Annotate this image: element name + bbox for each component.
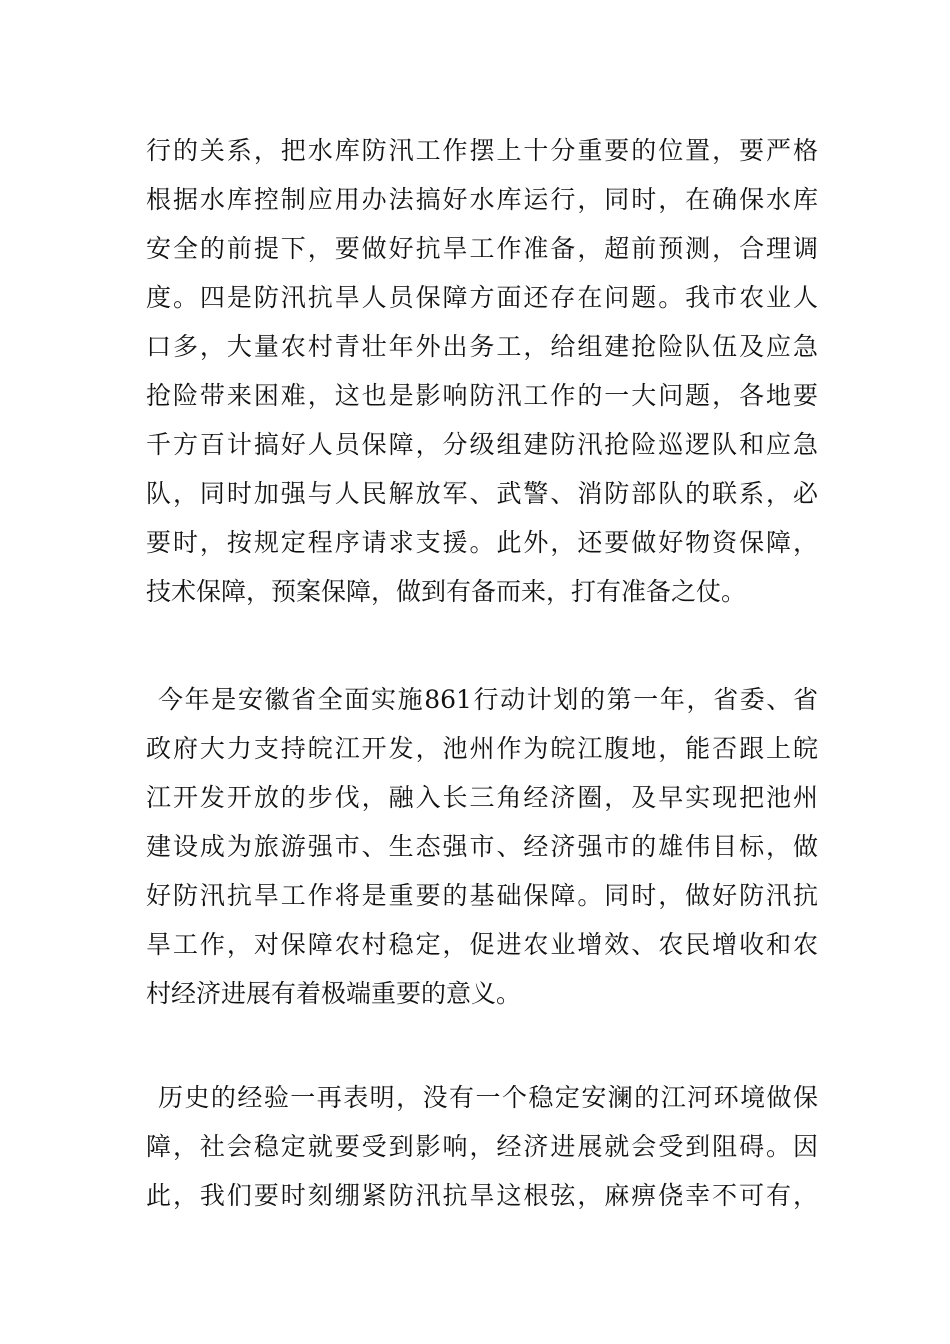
text-line: 口多，大量农村青壮年外出务工，给组建抢险队伍及应急 — [146, 332, 818, 361]
text-line: 行的关系，把水库防汛工作摆上十分重要的位置，要严格 — [146, 136, 818, 165]
text-line: 要时，按规定程序请求支援。此外，还要做好物资保障， — [146, 528, 818, 557]
text-line: 技术保障，预案保障，做到有备而来，打有准备之仗。 — [146, 577, 747, 606]
text-line: 旱工作，对保障农村稳定，促进农业增效、农民增收和农 — [146, 930, 818, 959]
text-line: 此，我们要时刻绷紧防汛抗旱这根弦，麻痹侥幸不可有， — [146, 1181, 818, 1210]
text-line: 队，同时加强与人民解放军、武警、消防部队的联系，必 — [146, 479, 818, 508]
paragraph-historical-experience — [146, 1073, 818, 1220]
text-line: 千方百计搞好人员保障，分级组建防汛抢险巡逻队和应急 — [146, 430, 818, 459]
text-line: 今年是安徽省全面实施861行动计划的第一年，省委、省 — [158, 685, 818, 714]
paragraph-flood-control-personnel — [146, 126, 818, 616]
text-line: 好防汛抗旱工作将是重要的基础保障。同时，做好防汛抗 — [146, 881, 818, 910]
text-line: 建设成为旅游强市、生态强市、经济强市的雄伟目标，做 — [146, 832, 818, 861]
text-line: 根据水库控制应用办法搞好水库运行，同时，在确保水库 — [146, 185, 818, 214]
text-line: 历史的经验一再表明，没有一个稳定安澜的江河环境做保 — [158, 1083, 818, 1112]
text-line: 障，社会稳定就要受到影响，经济进展就会受到阻碍。因 — [146, 1132, 818, 1161]
text-line: 江开发开放的步伐，融入长三角经济圈，及早实现把池州 — [146, 783, 818, 812]
text-line: 政府大力支持皖江开发，池州作为皖江腹地，能否跟上皖 — [146, 734, 818, 763]
text-line: 抢险带来困难，这也是影响防汛工作的一大问题，各地要 — [146, 381, 818, 410]
paragraph-861-action-plan — [146, 675, 818, 1018]
text-line: 村经济进展有着极端重要的意义。 — [146, 979, 522, 1008]
text-line: 安全的前提下，要做好抗旱工作准备，超前预测，合理调 — [146, 234, 818, 263]
text-line: 度。四是防汛抗旱人员保障方面还存在问题。我市农业人 — [146, 283, 818, 312]
